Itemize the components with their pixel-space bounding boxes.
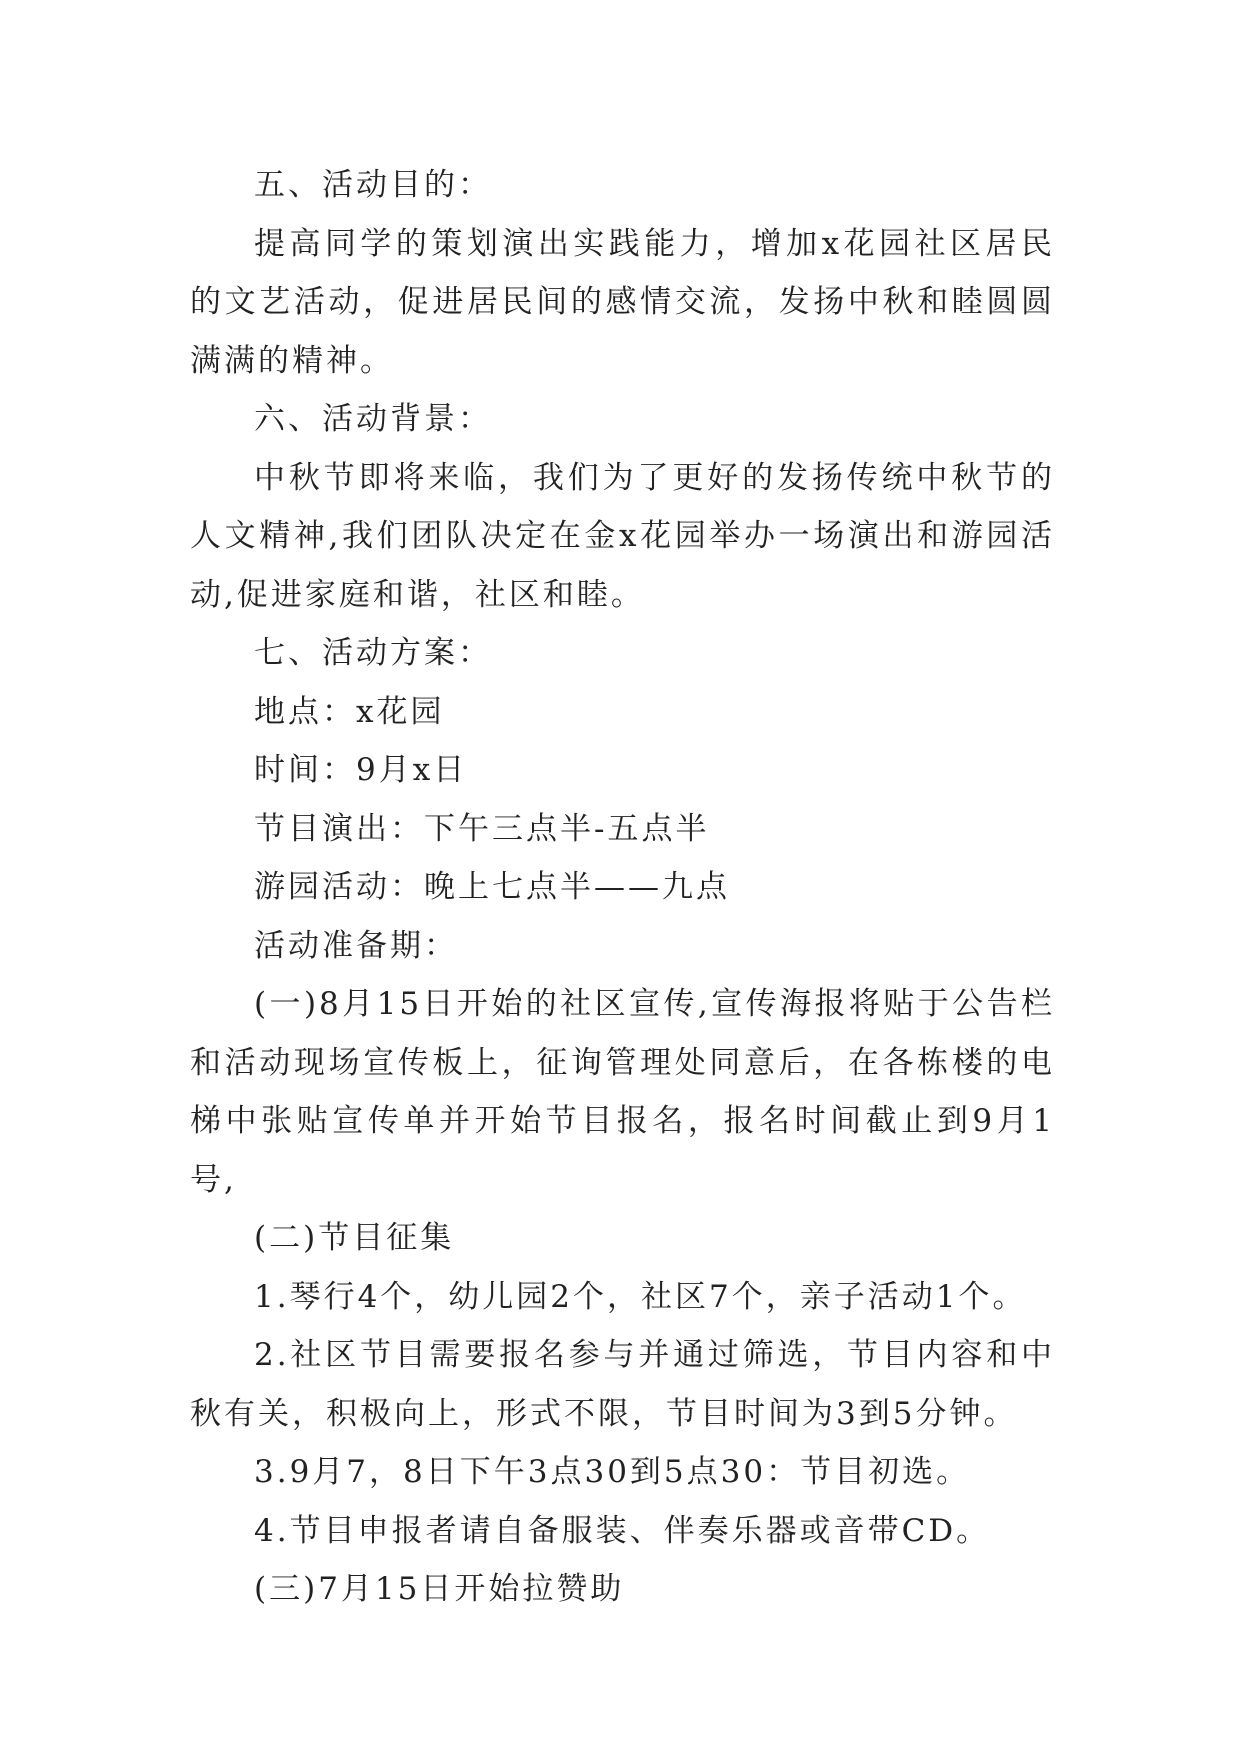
purpose-paragraph: 提高同学的策划演出实践能力，增加x花园社区居民的文艺活动，促进居民间的感情交流，发扬中秋和睦圆圆满满的精神。 xyxy=(190,225,1055,379)
section-heading-purpose: 五、活动目的： xyxy=(254,167,492,203)
sponsorship-heading: (三)7月15日开始拉赞助 xyxy=(254,1571,625,1607)
plan-performance-time: 节目演出：下午三点半-五点半 xyxy=(254,810,710,847)
preparation-publicity: (一)8月15日开始的社区宣传,宣传海报将贴于公告栏和活动现场宣传板上，征询管理处同意后，在各栋楼的电梯中张贴宣传单并开始节目报名，报名时间截止到9月1号, xyxy=(190,986,1055,1198)
section-heading-plan: 七、活动方案： xyxy=(254,635,492,671)
program-item-3: 3.9月7，8日下午3点30到5点30：节目初选。 xyxy=(254,1454,971,1490)
plan-location: 地点：x花园 xyxy=(254,693,445,730)
plan-date: 时间：9月x日 xyxy=(254,752,468,788)
plan-garden-activity-time: 游园活动：晚上七点半——九点 xyxy=(254,869,730,905)
preparation-heading: 活动准备期： xyxy=(254,927,458,964)
document-body xyxy=(190,156,1055,1619)
background-paragraph: 中秋节即将来临，我们为了更好的发扬传统中秋节的人文精神,我们团队决定在金x花园举办一场演出和游园活动,促进家庭和谐，社区和睦。 xyxy=(190,459,1055,613)
program-item-1: 1.琴行4个，幼儿园2个，社区7个，亲子活动1个。 xyxy=(254,1278,1027,1315)
program-collection-heading: (二)节目征集 xyxy=(254,1220,455,1256)
section-heading-background: 六、活动背景： xyxy=(254,401,492,437)
program-item-2: 2.社区节目需要报名参与并通过筛选，节目内容和中秋有关，积极向上，形式不限，节目时间为3到5分钟。 xyxy=(190,1337,1055,1432)
program-item-4: 4.节目申报者请自备服装、伴奏乐器或音带CD。 xyxy=(254,1512,991,1549)
